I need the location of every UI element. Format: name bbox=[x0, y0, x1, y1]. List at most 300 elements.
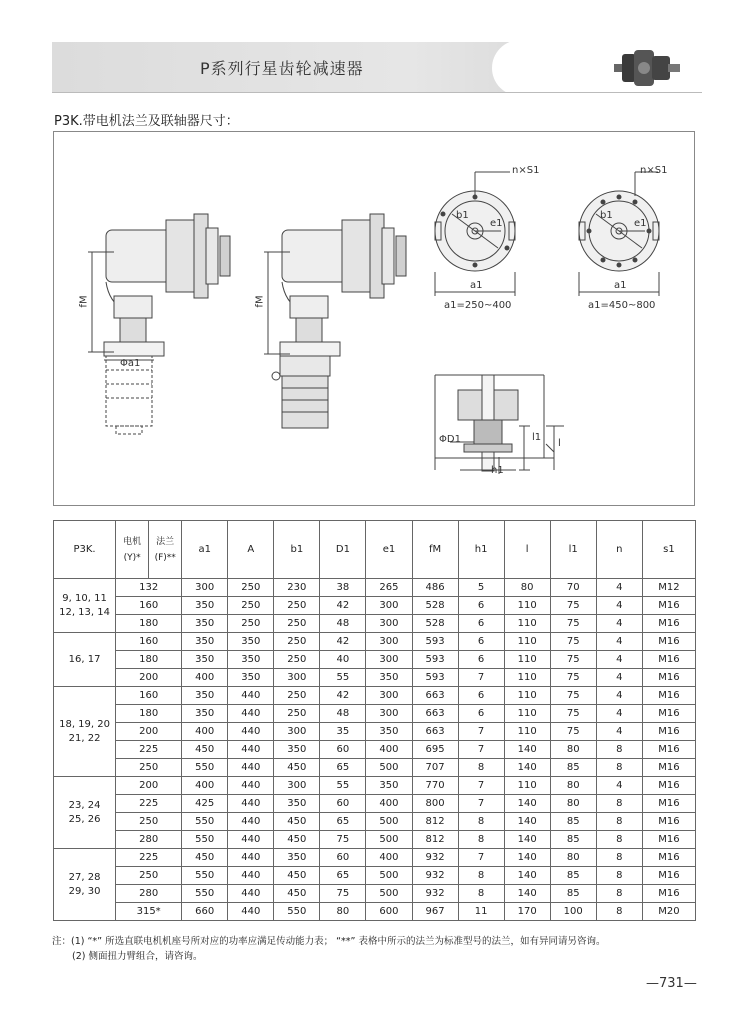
table-cell: 48 bbox=[320, 705, 366, 723]
table-cell: 250 bbox=[274, 687, 320, 705]
table-cell: 110 bbox=[504, 723, 550, 741]
table-cell: 75 bbox=[550, 669, 596, 687]
l1-label: l1 bbox=[532, 432, 542, 443]
table-cell: 85 bbox=[550, 813, 596, 831]
table-cell: 8 bbox=[458, 867, 504, 885]
table-cell: 140 bbox=[504, 795, 550, 813]
b1-label-small: b1 bbox=[456, 210, 469, 221]
header-motor-label: 电机 bbox=[123, 536, 142, 547]
table-cell: 425 bbox=[182, 795, 228, 813]
table-row bbox=[54, 795, 696, 813]
model-group-cell: 16, 17 bbox=[54, 633, 116, 687]
table-cell: 450 bbox=[274, 759, 320, 777]
table-cell: 75 bbox=[320, 885, 366, 903]
model-group-cell: 18, 19, 20 21, 22 bbox=[54, 687, 116, 777]
table-cell: 400 bbox=[182, 777, 228, 795]
table-cell: 4 bbox=[596, 777, 642, 795]
table-cell: 500 bbox=[366, 885, 412, 903]
table-cell: 7 bbox=[458, 849, 504, 867]
table-cell: 4 bbox=[596, 651, 642, 669]
coupling-section-view bbox=[435, 375, 564, 474]
table-cell: 8 bbox=[596, 741, 642, 759]
header-s1: s1 bbox=[642, 521, 695, 579]
table-cell: 7 bbox=[458, 777, 504, 795]
table-cell: 200 bbox=[116, 777, 182, 795]
table-cell: 4 bbox=[596, 705, 642, 723]
table-cell: 440 bbox=[228, 723, 274, 741]
table-cell: 593 bbox=[412, 633, 458, 651]
gear-reducer-logo bbox=[612, 46, 682, 90]
table-cell: 450 bbox=[182, 849, 228, 867]
table-cell: 225 bbox=[116, 795, 182, 813]
table-cell: 5 bbox=[458, 579, 504, 597]
table-cell: 440 bbox=[228, 903, 274, 921]
table-cell: 140 bbox=[504, 741, 550, 759]
phi-a1-label: Φa1 bbox=[120, 358, 141, 369]
header-D1: D1 bbox=[320, 521, 366, 579]
table-cell: 40 bbox=[320, 651, 366, 669]
table-cell: 75 bbox=[550, 687, 596, 705]
table-row bbox=[54, 741, 696, 759]
header-b1: b1 bbox=[274, 521, 320, 579]
table-cell: 300 bbox=[274, 669, 320, 687]
table-cell: 300 bbox=[182, 579, 228, 597]
table-cell: 663 bbox=[412, 723, 458, 741]
table-cell: 8 bbox=[596, 831, 642, 849]
table-cell: 350 bbox=[274, 741, 320, 759]
table-cell: 75 bbox=[550, 705, 596, 723]
table-cell: 440 bbox=[228, 759, 274, 777]
header-motor-sub: (Y)* bbox=[123, 552, 141, 563]
table-cell: M16 bbox=[642, 705, 695, 723]
table-cell: 486 bbox=[412, 579, 458, 597]
table-cell: 812 bbox=[412, 831, 458, 849]
header-l: l bbox=[504, 521, 550, 579]
model-group-cell: 9, 10, 11 12, 13, 14 bbox=[54, 579, 116, 633]
table-cell: 500 bbox=[366, 813, 412, 831]
table-cell: 440 bbox=[228, 795, 274, 813]
table-cell: 140 bbox=[504, 885, 550, 903]
table-row bbox=[54, 687, 696, 705]
table-cell: 4 bbox=[596, 723, 642, 741]
range-label-large: a1=450~800 bbox=[588, 300, 656, 311]
table-cell: 80 bbox=[504, 579, 550, 597]
table-cell: 8 bbox=[596, 813, 642, 831]
table-cell: 800 bbox=[412, 795, 458, 813]
b1-label-large: b1 bbox=[600, 210, 613, 221]
table-cell: 280 bbox=[116, 885, 182, 903]
table-cell: M16 bbox=[642, 615, 695, 633]
table-cell: 160 bbox=[116, 633, 182, 651]
table-cell: 593 bbox=[412, 669, 458, 687]
table-cell: 8 bbox=[458, 831, 504, 849]
table-cell: M16 bbox=[642, 669, 695, 687]
table-cell: 7 bbox=[458, 669, 504, 687]
table-cell: 75 bbox=[550, 651, 596, 669]
table-cell: 440 bbox=[228, 849, 274, 867]
table-row bbox=[54, 759, 696, 777]
table-row bbox=[54, 615, 696, 633]
table-cell: 450 bbox=[274, 867, 320, 885]
table-cell: 500 bbox=[366, 759, 412, 777]
table-cell: 440 bbox=[228, 831, 274, 849]
table-cell: 500 bbox=[366, 831, 412, 849]
table-cell: 350 bbox=[182, 615, 228, 633]
table-row bbox=[54, 579, 696, 597]
table-cell: M16 bbox=[642, 759, 695, 777]
table-row bbox=[54, 633, 696, 651]
header-motor bbox=[116, 521, 149, 579]
table-cell: M16 bbox=[642, 597, 695, 615]
table-cell: 300 bbox=[366, 705, 412, 723]
table-cell: 140 bbox=[504, 813, 550, 831]
table-row bbox=[54, 669, 696, 687]
table-row bbox=[54, 903, 696, 921]
table-cell: 70 bbox=[550, 579, 596, 597]
table-cell: 450 bbox=[274, 885, 320, 903]
table-cell: 280 bbox=[116, 831, 182, 849]
header-e1: e1 bbox=[366, 521, 412, 579]
table-cell: 80 bbox=[550, 777, 596, 795]
table-cell: 200 bbox=[116, 723, 182, 741]
table-cell: 350 bbox=[182, 651, 228, 669]
table-cell: 350 bbox=[228, 669, 274, 687]
table-cell: 550 bbox=[274, 903, 320, 921]
table-cell: 528 bbox=[412, 615, 458, 633]
table-cell: M16 bbox=[642, 813, 695, 831]
table-cell: M20 bbox=[642, 903, 695, 921]
table-cell: 300 bbox=[366, 615, 412, 633]
table-cell: 180 bbox=[116, 615, 182, 633]
flange-view-small bbox=[435, 172, 515, 296]
header-line bbox=[52, 92, 702, 93]
table-cell: 6 bbox=[458, 633, 504, 651]
table-cell: 300 bbox=[274, 777, 320, 795]
table-cell: 250 bbox=[116, 813, 182, 831]
table-cell: 707 bbox=[412, 759, 458, 777]
header-A: A bbox=[228, 521, 274, 579]
table-cell: 967 bbox=[412, 903, 458, 921]
table-cell: 8 bbox=[596, 903, 642, 921]
table-row bbox=[54, 705, 696, 723]
header-model: P3K. bbox=[54, 521, 116, 579]
table-cell: M16 bbox=[642, 867, 695, 885]
footnote-2: (2) 侧面扭力臂组合，请咨询。 bbox=[72, 951, 203, 962]
table-cell: 75 bbox=[550, 597, 596, 615]
table-cell: M16 bbox=[642, 831, 695, 849]
page-title: P系列行星齿轮减速器 bbox=[200, 59, 364, 78]
table-cell: 932 bbox=[412, 867, 458, 885]
table-cell: 180 bbox=[116, 705, 182, 723]
fm-label-2: fM bbox=[254, 295, 266, 308]
table-cell: 300 bbox=[366, 687, 412, 705]
table-row bbox=[54, 777, 696, 795]
header-n: n bbox=[596, 521, 642, 579]
table-cell: 663 bbox=[412, 705, 458, 723]
table-cell: 8 bbox=[458, 813, 504, 831]
model-group-cell: 23, 24 25, 26 bbox=[54, 777, 116, 849]
table-cell: 450 bbox=[274, 831, 320, 849]
table-cell: 350 bbox=[366, 723, 412, 741]
table-cell: 42 bbox=[320, 633, 366, 651]
header-a1: a1 bbox=[182, 521, 228, 579]
table-cell: M16 bbox=[642, 849, 695, 867]
table-cell: 600 bbox=[366, 903, 412, 921]
table-cell: 250 bbox=[228, 615, 274, 633]
table-cell: 6 bbox=[458, 597, 504, 615]
table-cell: 250 bbox=[228, 579, 274, 597]
table-cell: 400 bbox=[182, 669, 228, 687]
table-row bbox=[54, 723, 696, 741]
table-cell: 440 bbox=[228, 705, 274, 723]
table-cell: 6 bbox=[458, 687, 504, 705]
table-cell: 440 bbox=[228, 867, 274, 885]
table-cell: 250 bbox=[274, 705, 320, 723]
table-cell: 440 bbox=[228, 687, 274, 705]
table-row bbox=[54, 651, 696, 669]
page-number: —731— bbox=[646, 976, 697, 991]
table-cell: 450 bbox=[182, 741, 228, 759]
table-cell: 4 bbox=[596, 687, 642, 705]
table-cell: 110 bbox=[504, 597, 550, 615]
table-cell: 300 bbox=[366, 651, 412, 669]
table-cell: 8 bbox=[596, 885, 642, 903]
table-cell: 11 bbox=[458, 903, 504, 921]
table-cell: 140 bbox=[504, 849, 550, 867]
table-cell: 42 bbox=[320, 687, 366, 705]
table-cell: 35 bbox=[320, 723, 366, 741]
header-fM: fM bbox=[412, 521, 458, 579]
table-cell: 85 bbox=[550, 831, 596, 849]
table-cell: 110 bbox=[504, 687, 550, 705]
technical-drawing bbox=[54, 132, 694, 505]
table-cell: 932 bbox=[412, 849, 458, 867]
table-cell: 180 bbox=[116, 651, 182, 669]
l-label: l bbox=[558, 438, 561, 449]
table-cell: 110 bbox=[504, 777, 550, 795]
table-cell: 60 bbox=[320, 849, 366, 867]
table-cell: 250 bbox=[116, 759, 182, 777]
table-cell: 55 bbox=[320, 669, 366, 687]
table-cell: 440 bbox=[228, 813, 274, 831]
table-cell: 65 bbox=[320, 813, 366, 831]
table-cell: 65 bbox=[320, 759, 366, 777]
table-cell: 400 bbox=[182, 723, 228, 741]
table-cell: 350 bbox=[366, 669, 412, 687]
table-cell: 8 bbox=[596, 849, 642, 867]
table-cell: M16 bbox=[642, 885, 695, 903]
table-cell: 80 bbox=[550, 849, 596, 867]
table-cell: 250 bbox=[116, 867, 182, 885]
table-cell: 80 bbox=[320, 903, 366, 921]
table-cell: 6 bbox=[458, 615, 504, 633]
table-cell: 300 bbox=[274, 723, 320, 741]
table-cell: 550 bbox=[182, 867, 228, 885]
table-cell: M16 bbox=[642, 795, 695, 813]
table-cell: 75 bbox=[550, 615, 596, 633]
table-row bbox=[54, 885, 696, 903]
table-cell: 350 bbox=[182, 633, 228, 651]
table-cell: 440 bbox=[228, 741, 274, 759]
table-cell: 140 bbox=[504, 831, 550, 849]
table-cell: 42 bbox=[320, 597, 366, 615]
table-cell: 110 bbox=[504, 669, 550, 687]
table-cell: 350 bbox=[228, 651, 274, 669]
table-cell: 85 bbox=[550, 759, 596, 777]
table-cell: 4 bbox=[596, 615, 642, 633]
table-cell: 812 bbox=[412, 813, 458, 831]
table-cell: 38 bbox=[320, 579, 366, 597]
table-cell: 550 bbox=[182, 813, 228, 831]
table-cell: 4 bbox=[596, 579, 642, 597]
table-cell: 100 bbox=[550, 903, 596, 921]
table-cell: 85 bbox=[550, 867, 596, 885]
table-cell: 250 bbox=[274, 615, 320, 633]
table-cell: 400 bbox=[366, 741, 412, 759]
table-cell: 315* bbox=[116, 903, 182, 921]
table-cell: 4 bbox=[596, 669, 642, 687]
table-cell: 160 bbox=[116, 687, 182, 705]
dimension-table bbox=[53, 520, 696, 921]
table-cell: 350 bbox=[182, 705, 228, 723]
table-cell: 695 bbox=[412, 741, 458, 759]
header-flange bbox=[149, 521, 182, 579]
table-cell: 110 bbox=[504, 633, 550, 651]
header-flange-label: 法兰 bbox=[156, 536, 175, 547]
table-cell: 440 bbox=[228, 885, 274, 903]
table-cell: 250 bbox=[274, 597, 320, 615]
table-cell: 225 bbox=[116, 741, 182, 759]
table-cell: 60 bbox=[320, 741, 366, 759]
table-cell: 300 bbox=[366, 633, 412, 651]
table-cell: 660 bbox=[182, 903, 228, 921]
assembly-view-solid-motor bbox=[264, 214, 406, 428]
table-cell: 110 bbox=[504, 615, 550, 633]
assembly-view-dashed-motor bbox=[88, 214, 230, 434]
table-row bbox=[54, 597, 696, 615]
table-cell: 400 bbox=[366, 795, 412, 813]
table-cell: 8 bbox=[458, 885, 504, 903]
table-cell: 8 bbox=[458, 759, 504, 777]
table-cell: 65 bbox=[320, 867, 366, 885]
table-cell: 48 bbox=[320, 615, 366, 633]
table-cell: M16 bbox=[642, 633, 695, 651]
table-cell: 450 bbox=[274, 813, 320, 831]
fm-label-1: fM bbox=[78, 295, 90, 308]
table-row bbox=[54, 849, 696, 867]
table-cell: 6 bbox=[458, 651, 504, 669]
table-cell: 140 bbox=[504, 867, 550, 885]
table-cell: M16 bbox=[642, 777, 695, 795]
table-cell: 160 bbox=[116, 597, 182, 615]
table-cell: 528 bbox=[412, 597, 458, 615]
table-cell: M16 bbox=[642, 723, 695, 741]
table-cell: 170 bbox=[504, 903, 550, 921]
table-cell: 350 bbox=[228, 633, 274, 651]
a1-label-small: a1 bbox=[470, 280, 483, 291]
table-cell: 4 bbox=[596, 597, 642, 615]
table-cell: 250 bbox=[274, 651, 320, 669]
table-cell: 350 bbox=[274, 795, 320, 813]
table-cell: 75 bbox=[320, 831, 366, 849]
table-cell: M16 bbox=[642, 687, 695, 705]
table-cell: 60 bbox=[320, 795, 366, 813]
table-cell: 350 bbox=[182, 597, 228, 615]
table-header-row bbox=[54, 521, 696, 579]
table-row bbox=[54, 867, 696, 885]
table-cell: 593 bbox=[412, 651, 458, 669]
ns1-label-large: n×S1 bbox=[640, 165, 668, 176]
table-cell: M12 bbox=[642, 579, 695, 597]
ns1-label-small: n×S1 bbox=[512, 165, 540, 176]
footnotes bbox=[52, 934, 605, 964]
table-cell: 8 bbox=[596, 867, 642, 885]
table-cell: 200 bbox=[116, 669, 182, 687]
table-cell: 500 bbox=[366, 867, 412, 885]
table-cell: 85 bbox=[550, 885, 596, 903]
h1-label: h1 bbox=[491, 465, 504, 476]
drawing-frame bbox=[53, 131, 695, 506]
table-cell: 7 bbox=[458, 741, 504, 759]
table-cell: 8 bbox=[596, 795, 642, 813]
table-cell: 350 bbox=[366, 777, 412, 795]
table-cell: 80 bbox=[550, 795, 596, 813]
table-cell: 7 bbox=[458, 795, 504, 813]
header-l1: l1 bbox=[550, 521, 596, 579]
table-row bbox=[54, 813, 696, 831]
header-flange-sub: (F)** bbox=[154, 552, 176, 563]
table-cell: 350 bbox=[182, 687, 228, 705]
table-cell: 140 bbox=[504, 759, 550, 777]
table-cell: 350 bbox=[274, 849, 320, 867]
table-cell: 110 bbox=[504, 651, 550, 669]
table-cell: 770 bbox=[412, 777, 458, 795]
table-cell: 440 bbox=[228, 777, 274, 795]
table-cell: 550 bbox=[182, 885, 228, 903]
table-row bbox=[54, 831, 696, 849]
table-cell: M16 bbox=[642, 651, 695, 669]
table-cell: 75 bbox=[550, 723, 596, 741]
table-cell: 132 bbox=[116, 579, 182, 597]
footnote-1: 注：(1) “*” 所选直联电机机座号所对应的功率应满足传动能力表； “**” 表格中所示的法兰为标准型号的法兰，如有异同请另咨询。 bbox=[52, 936, 606, 947]
table-cell: 932 bbox=[412, 885, 458, 903]
table-cell: 110 bbox=[504, 705, 550, 723]
table-cell: 663 bbox=[412, 687, 458, 705]
table-cell: 225 bbox=[116, 849, 182, 867]
a1-label-large: a1 bbox=[614, 280, 627, 291]
table-cell: 250 bbox=[274, 633, 320, 651]
table-cell: 75 bbox=[550, 633, 596, 651]
table-cell: 550 bbox=[182, 759, 228, 777]
table-cell: 80 bbox=[550, 741, 596, 759]
phi-d1-label: ΦD1 bbox=[439, 434, 461, 445]
header-h1: h1 bbox=[458, 521, 504, 579]
table-cell: 400 bbox=[366, 849, 412, 867]
table-cell: 6 bbox=[458, 705, 504, 723]
table-cell: 250 bbox=[228, 597, 274, 615]
flange-view-large bbox=[579, 172, 659, 296]
table-cell: M16 bbox=[642, 741, 695, 759]
table-cell: 550 bbox=[182, 831, 228, 849]
range-label-small: a1=250~400 bbox=[444, 300, 512, 311]
table-cell: 55 bbox=[320, 777, 366, 795]
table-cell: 4 bbox=[596, 633, 642, 651]
table-cell: 8 bbox=[596, 759, 642, 777]
table-cell: 230 bbox=[274, 579, 320, 597]
e1-label-small: e1 bbox=[490, 218, 503, 229]
table-cell: 265 bbox=[366, 579, 412, 597]
model-group-cell: 27, 28 29, 30 bbox=[54, 849, 116, 921]
